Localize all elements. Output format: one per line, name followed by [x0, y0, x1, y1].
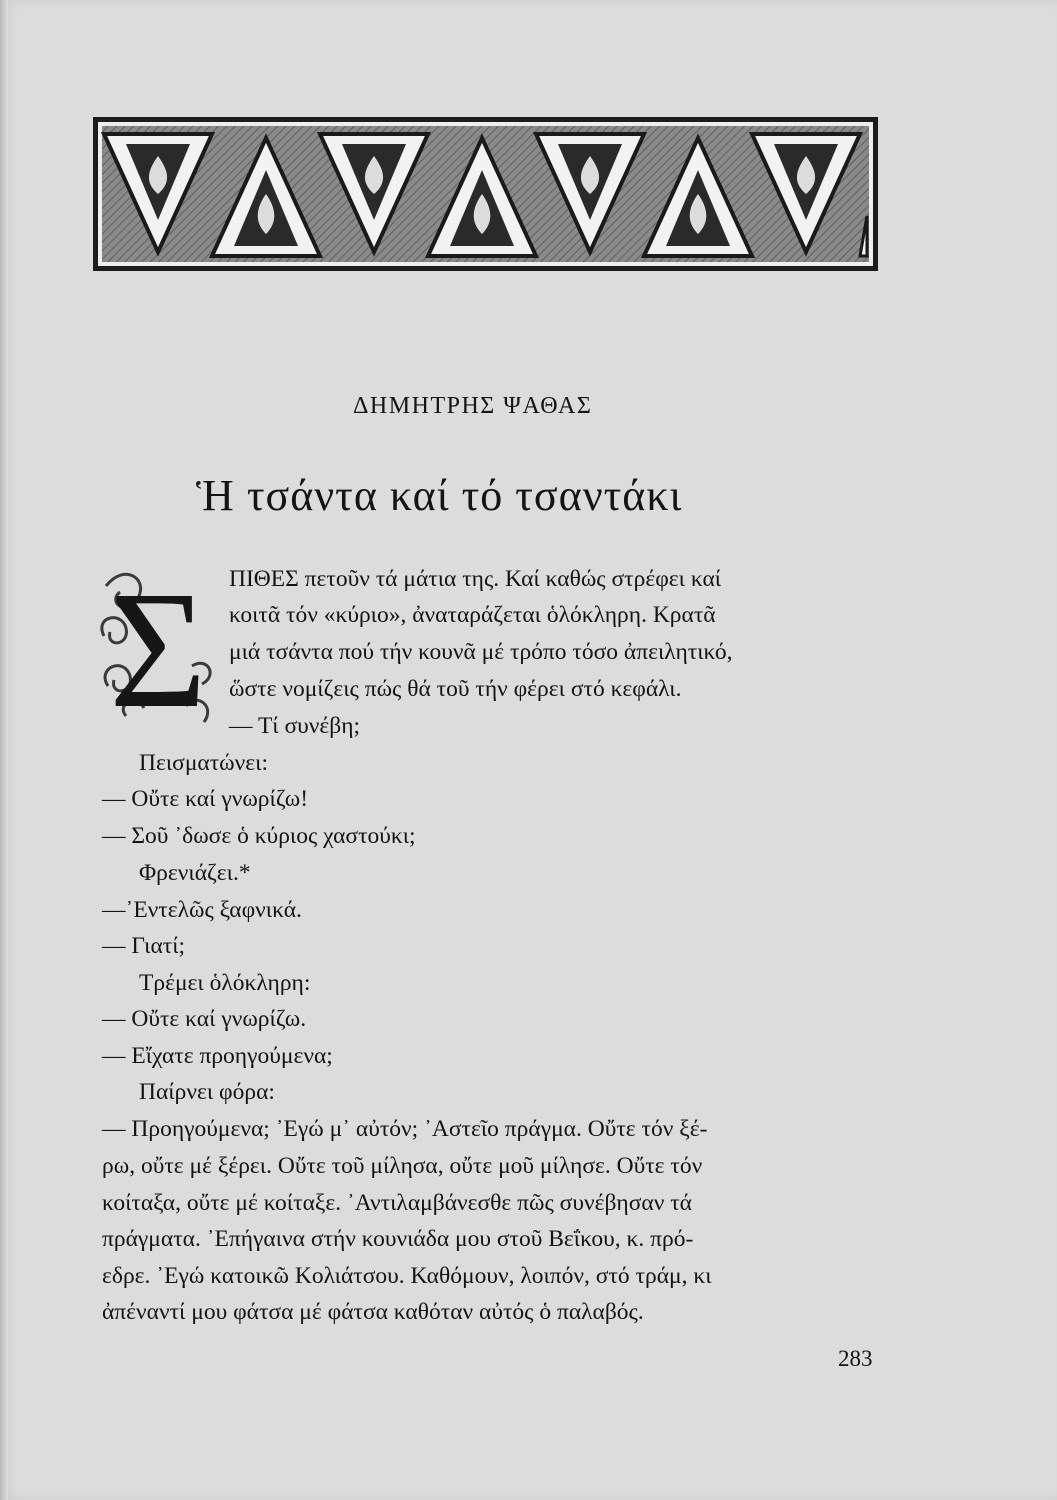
text-line: Παίρνει φόρα: — [139, 1079, 275, 1105]
text-line: — Εἴχατε προηγούμενα; — [102, 1043, 333, 1069]
text-line: κοιτᾶ τόν «κύριο», ἀναταράζεται ὁλόκληρη. Κρατᾶ — [229, 602, 716, 628]
text-line: Φρενιάζει.* — [139, 860, 251, 886]
text-line: — Οὔτε καί γνωρίζω. — [102, 1006, 307, 1032]
story-title: Ἡ τσάντα καί τό τσαντάκι — [196, 471, 683, 520]
text-line: — Οὔτε καί γνωρίζω! — [102, 786, 309, 812]
text-line: Τρέμει ὁλόκληρη: — [139, 970, 311, 996]
text-line: πράγματα. ᾿Επήγαινα στήν κουνιάδα μου στοῦ Βεΐκου, κ. πρό- — [102, 1226, 694, 1252]
text-line: κοίταξα, οὔτε μέ κοίταξε. ᾿Αντιλαμβάνεσθε πῶς συνέβησαν τά — [102, 1190, 692, 1216]
text-line: —᾿Εντελῶς ξαφνικά. — [102, 897, 302, 923]
text-line: Πεισματώνει: — [139, 750, 268, 776]
decorative-drop-cap — [96, 556, 220, 736]
text-line: ὥστε νομίζεις πώς θά τοῦ τήν φέρει στό κεφάλι. — [229, 676, 682, 702]
ornamental-header-band — [92, 116, 879, 272]
text-line: ρω, οὔτε μέ ξέρει. Οὔτε τοῦ μίλησα, οὔτε μοῦ μίλησε. Οὔτε τόν — [102, 1153, 703, 1179]
author-name: ΔΗΜΗΤΡΗΣ ΨΑΘΑΣ — [353, 393, 593, 419]
drop-cap-letter: Σ — [109, 557, 207, 736]
text-line: μιά τσάντα πού τήν κουνᾶ μέ τρόπο τόσο ἀπειλητικό, — [229, 639, 733, 665]
text-line: ἀπέναντί μου φάτσα μέ φάτσα καθόταν αὐτός ὁ παλαβός. — [102, 1299, 644, 1325]
text-line: εδρε. ᾿Εγώ κατοικῶ Κολιάτσου. Καθόμουν, λοιπόν, στό τράμ, κι — [102, 1263, 712, 1289]
page-gutter-shadow — [0, 0, 8, 1500]
text-line: — Τί συνέβη; — [229, 713, 361, 739]
text-line: ΠΙΘΕΣ πετοῦν τά μάτια της. Καί καθώς στρέφει καί — [229, 566, 722, 592]
text-line: — Σοῦ ᾿δωσε ὁ κύριος χαστούκι; — [102, 823, 416, 849]
text-line: — Γιατί; — [102, 933, 186, 959]
page-number: 283 — [838, 1346, 873, 1371]
text-line: — Προηγούμενα; ᾿Εγώ μ᾿ αὐτόν; ᾿Αστεῖο πράγμα. Οὔτε τόν ξέ- — [102, 1116, 708, 1142]
